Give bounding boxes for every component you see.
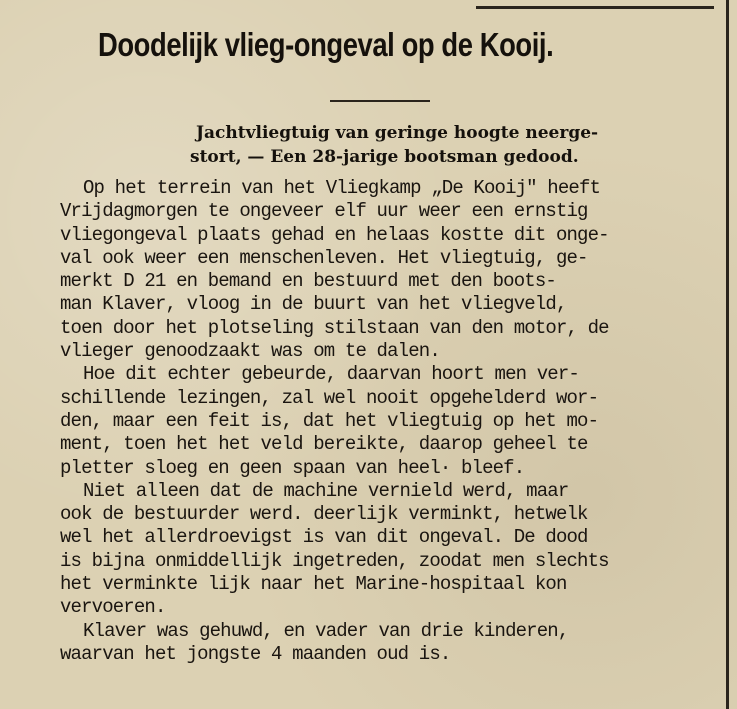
article-body-line: pletter sloeg en geen spaan van heel· bleef. bbox=[60, 456, 525, 479]
article-body bbox=[60, 177, 720, 666]
article-body-line: schillende lezingen, zal wel nooit opgehelderd wor- bbox=[60, 386, 599, 409]
headline-divider bbox=[330, 100, 430, 102]
cut-off-next-headline bbox=[480, 700, 710, 709]
article-body-line: Hoe dit echter gebeurde, daarvan hoort men ver- bbox=[83, 363, 579, 386]
article-body-line: vliegongeval plaats gehad en helaas kostte dit onge- bbox=[60, 223, 609, 246]
subheadline-line: Jachtvliegtuig van geringe hoogte neerge- bbox=[196, 123, 599, 143]
article-body-line: is bijna onmiddellijk ingetreden, zoodat men slechts bbox=[60, 549, 609, 572]
column-border bbox=[726, 0, 729, 709]
top-column-rule bbox=[476, 6, 714, 9]
article-body-line: wel het allerdroevigst is van dit ongeval. De dood bbox=[60, 526, 588, 549]
article-body-line: Vrijdagmorgen te ongeveer elf uur weer een ernstig bbox=[60, 200, 588, 223]
article-body-line: vervoeren. bbox=[60, 596, 166, 619]
article-headline: Doodelijk vlieg-ongeval op de Kooij. bbox=[98, 26, 554, 63]
article-body-line: ook de bestuurder werd. deerlijk verminkt, hetwelk bbox=[60, 503, 588, 526]
article-body-line: Op het terrein van het Vliegkamp „De Kooij" heeft bbox=[83, 177, 601, 199]
subheadline-line: stort, — Een 28-jarige bootsman gedood. bbox=[190, 147, 579, 167]
article-body-line: merkt D 21 en bemand en bestuurd met den boots- bbox=[60, 270, 556, 293]
article-body-line: vlieger genoodzaakt was om te dalen. bbox=[60, 340, 440, 363]
article-body-line: Niet alleen dat de machine vernield werd, maar bbox=[83, 479, 569, 502]
article-body-line: toen door het plotseling stilstaan van den motor, de bbox=[60, 316, 609, 339]
article-body-line: ment, toen het het veld bereikte, daarop geheel te bbox=[60, 433, 588, 456]
article-body-line: Klaver was gehuwd, en vader van drie kinderen, bbox=[83, 619, 569, 642]
article-body-line: man Klaver, vloog in de buurt van het vliegveld, bbox=[60, 293, 567, 316]
article-body-line: den, maar een feit is, dat het vliegtuig op het mo- bbox=[60, 409, 599, 432]
article-body-line: waarvan het jongste 4 maanden oud is. bbox=[60, 642, 451, 665]
article-subheadline bbox=[190, 121, 706, 169]
article-body-line: val ook weer een menschenleven. Het vliegtuig, ge- bbox=[60, 246, 588, 269]
article-body-line: het verminkte lijk naar het Marine-hospitaal kon bbox=[60, 573, 567, 596]
